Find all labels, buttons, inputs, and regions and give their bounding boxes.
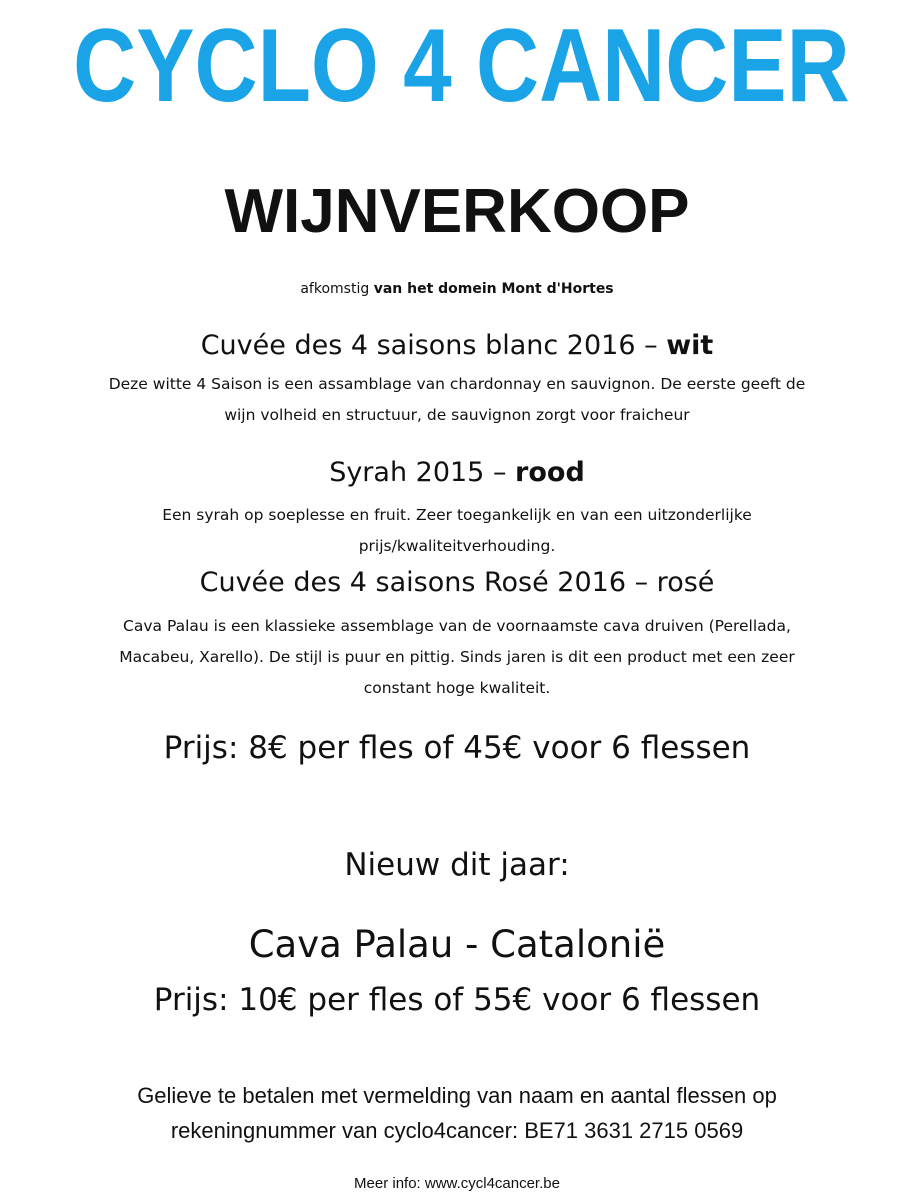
payment-instructions <box>0 1078 914 1148</box>
wine-color: wit <box>666 330 714 361</box>
wine-title-rose: Cuvée des 4 saisons Rosé 2016 – rosé <box>199 567 715 598</box>
page-subtitle: WIJNVERKOOP <box>224 177 690 246</box>
payment-account-line: rekeningnummer van cyclo4cancer: BE71 3631 2715 0569 <box>170 1118 744 1143</box>
description-line: prijs/kwaliteitverhouding. <box>358 537 556 555</box>
description-line: wijn volheid en structuur, de sauvignon zorgt voor fraicheur <box>224 406 690 424</box>
more-info: Meer info: www.cycl4cancer.be <box>354 1175 560 1192</box>
origin-prefix: afkomstig <box>300 281 370 297</box>
page-title: CYCLO 4 CANCER <box>73 8 850 124</box>
wine-price: Prijs: 8€ per fles of 45€ voor 6 flessen <box>163 730 751 766</box>
wine-name: Syrah 2015 – <box>329 457 507 488</box>
description-line: Cava Palau is een klassieke assemblage van de voornaamste cava druiven (Perellada, <box>123 617 791 635</box>
description-line: Macabeu, Xarello). De stijl is puur en pittig. Sinds jaren is dit een product met een zeer <box>119 648 795 666</box>
wine-name: Cuvée des 4 saisons blanc 2016 – <box>200 330 658 361</box>
description-line: Deze witte 4 Saison is een assamblage van chardonnay en sauvignon. De eerste geeft de <box>108 375 806 393</box>
payment-line: Gelieve te betalen met vermelding van naam en aantal flessen op <box>137 1083 777 1108</box>
origin-line <box>0 279 914 299</box>
wine-color: rood <box>515 457 585 488</box>
wine-description-syrah <box>0 500 914 562</box>
new-product-price: Prijs: 10€ per fles of 55€ voor 6 flessen <box>153 982 761 1018</box>
wine-title-syrah <box>0 456 914 490</box>
origin-domain: van het domein Mont d'Hortes <box>373 281 614 297</box>
wine-description-rose <box>0 611 914 704</box>
wine-description-blanc <box>0 369 914 431</box>
new-heading: Nieuw dit jaar: <box>344 847 570 883</box>
description-line: Een syrah op soeplesse en fruit. Zeer toegankelijk en van een uitzonderlijke <box>162 506 752 524</box>
description-line: constant hoge kwaliteit. <box>363 679 551 697</box>
wine-title-blanc <box>0 329 914 363</box>
new-product: Cava Palau - Catalonië <box>248 923 666 966</box>
